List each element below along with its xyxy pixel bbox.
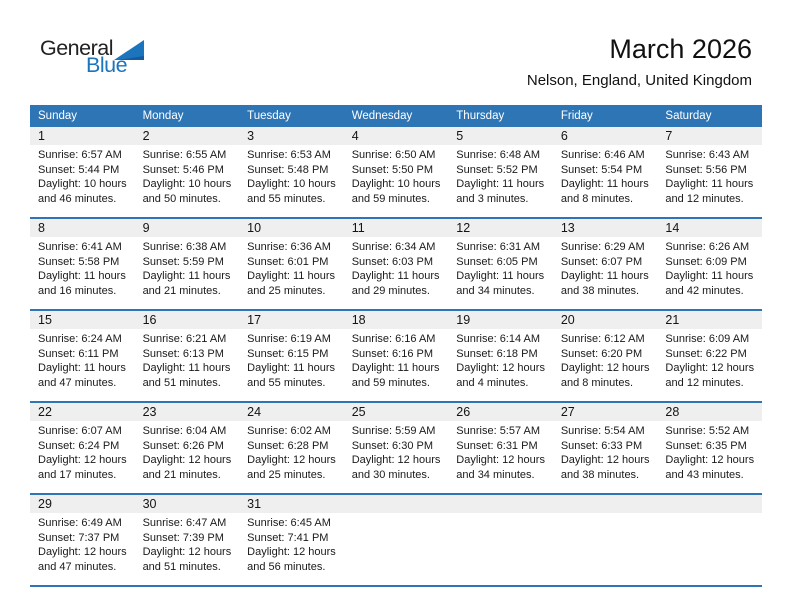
daylight-hours-text: Daylight: 11 hours [560, 270, 649, 282]
sunset-text: Sunset: 6:26 PM [142, 439, 224, 452]
daylight-minutes-text: and 42 minutes. [665, 284, 744, 297]
daylight-minutes-text: and 21 minutes. [142, 284, 221, 297]
day-cell-3 [239, 145, 344, 206]
day-cell-26 [448, 421, 553, 482]
day-cell-7 [657, 145, 762, 206]
daylight-hours-text: Daylight: 10 hours [247, 178, 336, 190]
day-details-row [30, 329, 762, 401]
sunrise-text: Sunrise: 6:49 AM [38, 517, 122, 529]
day-cell-11 [344, 237, 449, 298]
title-block [527, 34, 752, 89]
day-number-stripe [30, 127, 762, 145]
day-cell-4 [344, 145, 449, 206]
daylight-hours-text: Daylight: 12 hours [560, 362, 650, 374]
sunset-text: Sunset: 5:59 PM [142, 255, 224, 268]
sunrise-text: Sunrise: 5:54 AM [560, 425, 645, 437]
daylight-minutes-text: and 25 minutes. [247, 468, 326, 481]
day-number-24: 24 [247, 405, 262, 419]
day-cell-27 [553, 421, 658, 482]
day-number-18: 18 [351, 313, 366, 327]
daylight-minutes-text: and 55 minutes. [247, 376, 326, 389]
daylight-hours-text: Daylight: 11 hours [351, 270, 440, 282]
day-number-22: 22 [38, 405, 52, 419]
daylight-hours-text: Daylight: 11 hours [665, 178, 754, 190]
daylight-hours-text: Daylight: 10 hours [351, 178, 441, 190]
daylight-minutes-text: and 12 minutes. [665, 192, 744, 205]
day-number-2: 2 [142, 129, 150, 143]
daylight-hours-text: Daylight: 11 hours [142, 362, 231, 374]
sunset-text: Sunset: 5:52 PM [456, 163, 538, 176]
sunrise-text: Sunrise: 6:09 AM [665, 333, 750, 345]
sunset-text: Sunset: 6:35 PM [665, 439, 747, 452]
daylight-hours-text: Daylight: 11 hours [456, 178, 545, 190]
day-details-row [30, 421, 762, 493]
sunset-text: Sunset: 5:58 PM [38, 255, 120, 268]
day-cell-14 [657, 237, 762, 298]
weekday-saturday: Saturday [665, 110, 712, 122]
sunset-text: Sunset: 5:54 PM [560, 163, 643, 176]
daylight-hours-text: Daylight: 11 hours [560, 178, 649, 190]
sunset-text: Sunset: 6:07 PM [560, 255, 643, 268]
day-cell-12 [448, 237, 553, 298]
daylight-hours-text: Daylight: 11 hours [142, 270, 231, 282]
week-row-3 [30, 309, 762, 401]
day-number-5: 5 [456, 129, 464, 143]
sunrise-text: Sunrise: 6:53 AM [247, 149, 331, 161]
sunrise-text: Sunrise: 6:41 AM [38, 241, 122, 253]
day-cell-15 [30, 329, 135, 390]
sunset-text: Sunset: 6:01 PM [247, 255, 329, 268]
empty-day-cell [344, 513, 449, 574]
logo-text-general: General [40, 36, 113, 60]
day-number-stripe [30, 495, 762, 513]
day-number-stripe [30, 219, 762, 237]
daylight-hours-text: Daylight: 12 hours [38, 454, 127, 466]
daylight-hours-text: Daylight: 12 hours [560, 454, 650, 466]
sunrise-text: Sunrise: 6:45 AM [247, 517, 331, 529]
week-row-1 [30, 127, 762, 217]
daylight-minutes-text: and 56 minutes. [247, 560, 326, 573]
day-number-31: 31 [247, 497, 262, 511]
sunrise-text: Sunrise: 6:12 AM [560, 333, 645, 345]
sunrise-text: Sunrise: 6:46 AM [560, 149, 645, 161]
daylight-hours-text: Daylight: 11 hours [38, 362, 126, 374]
sunrise-text: Sunrise: 6:43 AM [665, 149, 750, 161]
week-row-2 [30, 217, 762, 309]
sunrise-text: Sunrise: 6:16 AM [351, 333, 436, 345]
day-cell-20 [553, 329, 658, 390]
day-number-16: 16 [142, 313, 157, 327]
day-number-12: 12 [456, 221, 471, 235]
day-cell-24 [239, 421, 344, 482]
day-number-19: 19 [456, 313, 471, 327]
weekday-sunday: Sunday [38, 110, 78, 122]
weekday-wednesday: Wednesday [351, 110, 413, 122]
sunset-text: Sunset: 6:33 PM [560, 439, 643, 452]
sunrise-text: Sunrise: 6:57 AM [38, 149, 122, 161]
sunset-text: Sunset: 6:22 PM [665, 347, 747, 360]
day-number-26: 26 [456, 405, 471, 419]
sunset-text: Sunset: 6:20 PM [560, 347, 643, 360]
daylight-minutes-text: and 59 minutes. [351, 192, 430, 205]
day-cell-21 [657, 329, 762, 390]
weekday-tuesday: Tuesday [247, 110, 291, 122]
page-subtitle: Nelson, England, United Kingdom [526, 72, 752, 90]
sunrise-text: Sunrise: 6:24 AM [38, 333, 122, 345]
sunrise-text: Sunrise: 6:55 AM [142, 149, 227, 161]
day-number-9: 9 [142, 221, 150, 235]
sunrise-text: Sunrise: 6:38 AM [142, 241, 227, 253]
sunrise-text: Sunrise: 6:04 AM [142, 425, 227, 437]
day-cell-29 [30, 513, 135, 574]
day-number-11: 11 [351, 221, 365, 235]
daylight-minutes-text: and 51 minutes. [142, 560, 221, 573]
day-cell-31 [239, 513, 344, 574]
sunrise-text: Sunrise: 6:07 AM [38, 425, 122, 437]
daylight-hours-text: Daylight: 12 hours [665, 454, 755, 466]
daylight-hours-text: Daylight: 12 hours [142, 546, 232, 558]
empty-day-cell [553, 513, 658, 574]
day-number-29: 29 [38, 497, 52, 511]
general-blue-logo [40, 36, 160, 88]
day-cell-22 [30, 421, 135, 482]
sunrise-text: Sunrise: 6:48 AM [456, 149, 541, 161]
sunrise-text: Sunrise: 5:59 AM [351, 425, 436, 437]
weekday-friday: Friday [560, 110, 593, 122]
daylight-minutes-text: and 12 minutes. [665, 376, 744, 389]
day-number-stripe [30, 403, 762, 421]
daylight-minutes-text: and 29 minutes. [351, 284, 430, 297]
daylight-minutes-text: and 50 minutes. [142, 192, 221, 205]
sunrise-text: Sunrise: 6:29 AM [560, 241, 645, 253]
daylight-minutes-text: and 38 minutes. [560, 468, 640, 481]
day-number-15: 15 [38, 313, 52, 327]
day-cell-10 [239, 237, 344, 298]
day-number-14: 14 [665, 221, 680, 235]
day-number-20: 20 [560, 313, 575, 327]
page-title: March 2026 [609, 34, 752, 64]
sunrise-text: Sunrise: 5:52 AM [665, 425, 750, 437]
sunset-text: Sunset: 5:50 PM [351, 163, 434, 176]
daylight-hours-text: Daylight: 12 hours [247, 546, 336, 558]
week-row-4 [30, 401, 762, 493]
sunrise-text: Sunrise: 5:57 AM [456, 425, 541, 437]
sunset-text: Sunset: 6:15 PM [247, 347, 329, 360]
empty-day-cell [657, 513, 762, 574]
sunset-text: Sunset: 6:31 PM [456, 439, 538, 452]
day-details-row [30, 513, 762, 585]
day-number-stripe [30, 311, 762, 329]
page-header [0, 0, 792, 105]
day-cell-13 [553, 237, 658, 298]
daylight-hours-text: Daylight: 12 hours [38, 546, 127, 558]
sunset-text: Sunset: 6:24 PM [38, 439, 120, 452]
daylight-minutes-text: and 34 minutes. [456, 284, 535, 297]
daylight-minutes-text: and 8 minutes. [560, 192, 633, 205]
logo-text-blue: Blue [86, 53, 128, 77]
day-number-4: 4 [351, 129, 359, 143]
daylight-minutes-text: and 8 minutes. [560, 376, 633, 389]
daylight-hours-text: Daylight: 12 hours [351, 454, 441, 466]
day-number-6: 6 [560, 129, 568, 143]
sunrise-text: Sunrise: 6:34 AM [351, 241, 436, 253]
sunset-text: Sunset: 6:11 PM [38, 347, 119, 360]
daylight-minutes-text: and 30 minutes. [351, 468, 430, 481]
day-details-row [30, 237, 762, 309]
daylight-hours-text: Daylight: 11 hours [665, 270, 754, 282]
day-cell-17 [239, 329, 344, 390]
day-cell-8 [30, 237, 135, 298]
daylight-minutes-text: and 38 minutes. [560, 284, 640, 297]
calendar [30, 105, 762, 587]
day-cell-1 [30, 145, 135, 206]
day-number-7: 7 [665, 129, 673, 143]
day-number-27: 27 [560, 405, 575, 419]
day-cell-6 [553, 145, 658, 206]
daylight-minutes-text: and 47 minutes. [38, 376, 117, 389]
day-cell-5 [448, 145, 553, 206]
day-details-row [30, 145, 762, 217]
daylight-hours-text: Daylight: 11 hours [351, 362, 440, 374]
sunset-text: Sunset: 5:44 PM [38, 163, 120, 176]
day-number-3: 3 [247, 129, 255, 143]
sunrise-text: Sunrise: 6:47 AM [142, 517, 227, 529]
sunset-text: Sunset: 6:13 PM [142, 347, 224, 360]
day-number-25: 25 [351, 405, 366, 419]
daylight-minutes-text: and 34 minutes. [456, 468, 535, 481]
day-cell-18 [344, 329, 449, 390]
daylight-minutes-text: and 16 minutes. [38, 284, 117, 297]
day-number-23: 23 [142, 405, 157, 419]
day-cell-23 [135, 421, 240, 482]
day-number-28: 28 [665, 405, 680, 419]
daylight-hours-text: Daylight: 10 hours [38, 178, 127, 190]
day-cell-2 [135, 145, 240, 206]
day-cell-28 [657, 421, 762, 482]
daylight-hours-text: Daylight: 10 hours [142, 178, 232, 190]
daylight-hours-text: Daylight: 12 hours [247, 454, 336, 466]
sunrise-text: Sunrise: 6:19 AM [247, 333, 331, 345]
sunset-text: Sunset: 6:30 PM [351, 439, 434, 452]
sunrise-text: Sunrise: 6:26 AM [665, 241, 750, 253]
sunset-text: Sunset: 6:18 PM [456, 347, 538, 360]
sunset-text: Sunset: 6:09 PM [665, 255, 747, 268]
daylight-minutes-text: and 46 minutes. [38, 192, 117, 205]
weekday-thursday: Thursday [456, 110, 505, 122]
day-number-17: 17 [247, 313, 262, 327]
day-number-10: 10 [247, 221, 262, 235]
day-number-1: 1 [38, 129, 45, 143]
sunset-text: Sunset: 6:16 PM [351, 347, 434, 360]
day-number-21: 21 [665, 313, 680, 327]
daylight-minutes-text: and 17 minutes. [38, 468, 117, 481]
day-cell-30 [135, 513, 240, 574]
daylight-minutes-text: and 43 minutes. [665, 468, 744, 481]
sunset-text: Sunset: 5:48 PM [247, 163, 329, 176]
daylight-minutes-text: and 47 minutes. [38, 560, 117, 573]
daylight-minutes-text: and 3 minutes. [456, 192, 529, 205]
daylight-minutes-text: and 59 minutes. [351, 376, 430, 389]
daylight-hours-text: Daylight: 12 hours [456, 454, 545, 466]
day-cell-25 [344, 421, 449, 482]
daylight-hours-text: Daylight: 11 hours [247, 270, 335, 282]
daylight-minutes-text: and 51 minutes. [142, 376, 221, 389]
sunrise-text: Sunrise: 6:14 AM [456, 333, 541, 345]
calendar-weeks [30, 127, 762, 587]
sunset-text: Sunset: 5:46 PM [142, 163, 224, 176]
weekday-monday: Monday [142, 110, 184, 122]
empty-day-cell [448, 513, 553, 574]
sunset-text: Sunset: 6:28 PM [247, 439, 329, 452]
weekday-header-row [30, 105, 762, 127]
daylight-hours-text: Daylight: 11 hours [456, 270, 545, 282]
day-number-8: 8 [38, 221, 45, 235]
sunrise-text: Sunrise: 6:02 AM [247, 425, 331, 437]
sunset-text: Sunset: 5:56 PM [665, 163, 747, 176]
week-row-5 [30, 493, 762, 585]
day-number-30: 30 [142, 497, 157, 511]
sunset-text: Sunset: 6:05 PM [456, 255, 538, 268]
sunrise-text: Sunrise: 6:36 AM [247, 241, 331, 253]
sunset-text: Sunset: 7:41 PM [247, 531, 329, 544]
daylight-minutes-text: and 21 minutes. [142, 468, 221, 481]
sunrise-text: Sunrise: 6:31 AM [456, 241, 541, 253]
sunset-text: Sunset: 7:39 PM [142, 531, 224, 544]
daylight-minutes-text: and 25 minutes. [247, 284, 326, 297]
sunrise-text: Sunrise: 6:50 AM [351, 149, 436, 161]
day-cell-19 [448, 329, 553, 390]
sunset-text: Sunset: 6:03 PM [351, 255, 434, 268]
day-cell-16 [135, 329, 240, 390]
daylight-hours-text: Daylight: 11 hours [38, 270, 126, 282]
day-number-13: 13 [560, 221, 575, 235]
daylight-minutes-text: and 55 minutes. [247, 192, 326, 205]
daylight-minutes-text: and 4 minutes. [456, 376, 529, 389]
daylight-hours-text: Daylight: 12 hours [142, 454, 232, 466]
daylight-hours-text: Daylight: 12 hours [456, 362, 545, 374]
sunrise-text: Sunrise: 6:21 AM [142, 333, 227, 345]
sunset-text: Sunset: 7:37 PM [38, 531, 120, 544]
daylight-hours-text: Daylight: 12 hours [665, 362, 755, 374]
day-cell-9 [135, 237, 240, 298]
daylight-hours-text: Daylight: 11 hours [247, 362, 335, 374]
